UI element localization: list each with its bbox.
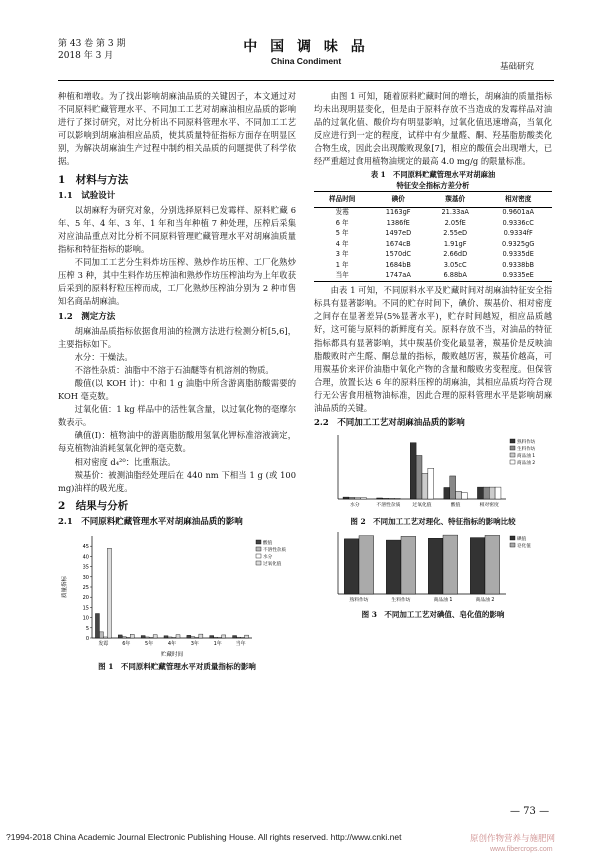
figure-1-chart xyxy=(58,530,296,658)
table-cell: 0.9335eE xyxy=(484,271,552,282)
bar xyxy=(99,632,103,638)
paragraph-method: 胡麻油品质指标依据食用油的检测方法进行检测分析[5,6]，主要指标如下。 xyxy=(58,325,296,349)
bar xyxy=(95,614,99,638)
x-tick-label: 商品油 2 xyxy=(475,598,495,604)
legend-label: 商品油 1 xyxy=(517,454,536,460)
table-cell: 0.9334fF xyxy=(503,229,533,238)
method-acid-value: 酸值(以 KOH 计)：中和 1 g 油脂中所含游离脂肪酸需要的 KOH 毫克数。 xyxy=(58,377,296,402)
legend-swatch xyxy=(510,536,515,540)
x-tick-label: 当年 xyxy=(235,641,246,647)
table-cell: 3 年 xyxy=(335,250,349,259)
table-1-caption-line1: 表 1 不同原料贮藏管理水平对胡麻油 xyxy=(370,169,496,179)
x-tick-label: 发霉 xyxy=(98,641,109,647)
x-tick-label: 商品油 1 xyxy=(433,598,453,604)
legend-label: 酸值 xyxy=(263,541,273,546)
table-cell: 0.9601aA xyxy=(502,208,534,217)
bar xyxy=(199,634,203,638)
header-rule xyxy=(58,80,554,81)
table-cell: 当年 xyxy=(314,271,370,282)
bar xyxy=(237,637,241,638)
bar xyxy=(394,499,400,500)
legend-label: 生料作坊 xyxy=(517,447,536,453)
x-tick-label: 4年 xyxy=(167,641,177,647)
x-tick-label: 不溶性杂质 xyxy=(376,503,401,509)
bar xyxy=(344,539,359,594)
table-row xyxy=(314,218,552,229)
volume-issue: 第 43 卷 第 3 期 xyxy=(58,39,126,49)
y-tick-label: 20 xyxy=(82,595,89,602)
bar xyxy=(428,538,443,594)
bar xyxy=(210,636,214,638)
legend-label: 过氧化值 xyxy=(263,562,282,567)
figure-2-chart xyxy=(314,431,552,513)
bar xyxy=(141,636,145,638)
y-tick-label: 5 xyxy=(85,625,89,632)
legend-swatch xyxy=(510,446,515,450)
bar xyxy=(428,468,434,499)
y-tick-label: 15 xyxy=(82,605,89,612)
y-axis-title: 质量指标 xyxy=(62,575,68,599)
table-cell: 发霉 xyxy=(335,208,349,217)
bar xyxy=(495,487,501,499)
watermark-cn: 原创作物营养与施肥网 xyxy=(470,833,556,843)
section-label: 基础研究 xyxy=(500,62,535,72)
legend-swatch xyxy=(510,453,515,457)
x-tick-label: 生料作坊 xyxy=(391,598,411,604)
bar xyxy=(456,492,462,500)
x-tick-label: 3年 xyxy=(190,641,199,647)
bar xyxy=(245,635,249,638)
y-tick-label: 35 xyxy=(82,564,89,571)
bar xyxy=(176,635,180,638)
bar xyxy=(443,535,458,594)
bar xyxy=(483,487,489,499)
x-tick-label: 酸值 xyxy=(450,503,461,509)
table-cell: 1674cB xyxy=(385,239,411,248)
issue-date: 2018 年 3 月 xyxy=(58,51,114,61)
bar xyxy=(444,488,450,500)
legend-label: 熟料作坊 xyxy=(517,440,536,446)
x-tick-label: 相对密度 xyxy=(479,503,499,509)
bar xyxy=(410,443,416,499)
figure-3-caption: 图 3 不同加工工艺对碘值、皂化值的影响 xyxy=(361,610,505,620)
table-header: 碘价 xyxy=(370,191,426,207)
bar xyxy=(222,635,226,638)
bar xyxy=(145,637,149,638)
table-row xyxy=(314,229,552,240)
page-number: — 73 — xyxy=(510,806,550,817)
section-1-2-heading: 1.2 测定方法 xyxy=(58,311,116,322)
y-tick-label: 40 xyxy=(82,554,89,561)
method-density: 相对密度 d₄²⁰：比重瓶法。 xyxy=(74,456,176,467)
table-cell: 0.9336cC xyxy=(502,218,534,227)
table-cell: 4 年 xyxy=(335,239,349,248)
intro-paragraph: 种植和增收。为了找出影响胡麻油品质的关键因子，本文通过对不同原料贮藏管理水平、不同加工工艺对胡麻油相应品质的影响进行了探讨研究，对比分析出不同原料管理水平、不同加工工艺可以影响到胡麻油相应品质，使其质量特征指标方面存在明显区别，为解决胡麻油生产过程中制约相关品质的问题提供了科学依据。 xyxy=(58,91,296,167)
bar xyxy=(214,637,218,638)
table-header: 相对密度 xyxy=(484,191,552,207)
figure-1-caption: 图 1 不同原料贮藏管理水平对质量指标的影响 xyxy=(98,662,256,671)
bar xyxy=(461,493,467,499)
section-2-1-heading: 2.1 不同原料贮藏管理水平对胡麻油品质的影响 xyxy=(58,516,243,527)
bar xyxy=(107,548,111,638)
legend-swatch xyxy=(256,561,261,565)
bar xyxy=(118,635,122,638)
bar xyxy=(470,538,485,594)
x-tick-label: 6年 xyxy=(122,641,131,647)
bar xyxy=(359,536,374,594)
table-cell: 1.91gF xyxy=(443,239,467,248)
bar xyxy=(361,498,367,499)
method-impurity: 不溶性杂质：油脂中不溶于石油醚等有机溶剂的物质。 xyxy=(74,364,274,375)
bar xyxy=(349,498,355,500)
table-cell: 1684bB xyxy=(385,260,411,269)
method-iodine: 碘值(I)：植物油中的游离脂肪酸用氢氧化钾标准溶液滴定，每克植物油消耗氢氧化钾的毫克数。 xyxy=(58,430,296,454)
table-row xyxy=(314,260,552,271)
paragraph-fig1-analysis: 由图 1 可知，随着原料贮藏时间的增长，胡麻油的质量指标均未出现明显变化，但是由于原料存放不当造成的发霉样品对油品的过氧化值、酸价均有明显影响，过氧化值迅速增高，当氧化反应进行到一定的程度，试样中有少量醛、酮、羟基脂肪酸类化合物生成，因此会出现酸败现象[7]，相应的酸值会出现增大，已经严重超过食用植物油规定的最高 4.0 mg/g 的限量标准。 xyxy=(314,91,552,167)
legend-label: 商品油 2 xyxy=(517,461,536,467)
bar xyxy=(355,498,361,499)
figure-3-chart xyxy=(314,528,552,606)
table-cell: 0.9338bB xyxy=(502,260,535,269)
bar xyxy=(343,497,349,499)
table-cell: 3.05cC xyxy=(443,260,467,269)
bar xyxy=(485,536,500,595)
table-cell: 1497eD xyxy=(385,229,412,238)
section-1-1-heading: 1.1 试验设计 xyxy=(58,190,116,201)
table-cell: 1570dC xyxy=(385,250,411,259)
legend-label: 不溶性杂质 xyxy=(263,548,286,553)
bar xyxy=(122,637,126,638)
table-cell: 2.66dD xyxy=(443,250,468,259)
paragraph-design-b: 不同加工工艺分生料炸坊压榨、熟炒作坊压榨、工厂化熟炒压榨 3 种，其中生料作坊压榨油和熟炒作坊压榨油均为上年收获后采到的原料籽粒压榨而成，工厂化熟炒压榨油分别为 2 种市售知名商品胡麻油。 xyxy=(58,257,296,307)
section-1-heading: 1 材料与方法 xyxy=(58,173,129,186)
x-tick-label: 1年 xyxy=(213,641,222,647)
y-tick-label: 45 xyxy=(82,544,89,551)
table-cell: 21.33aA xyxy=(441,208,469,217)
bar xyxy=(377,498,383,499)
legend-swatch xyxy=(256,540,261,544)
method-moisture: 水分：干燥法。 xyxy=(74,351,133,362)
table-header: 羰基价 xyxy=(426,191,484,207)
table-cell: 6 年 xyxy=(335,218,349,227)
bar xyxy=(130,634,134,638)
y-tick-label: 30 xyxy=(82,574,89,581)
bar xyxy=(153,635,157,638)
legend-swatch xyxy=(510,460,515,464)
paragraph-design-a: 以胡麻籽为研究对象，分别选择原料已发霉样、原料贮藏 6 年、5 年、4 年、3 年、1 年和当年种植 7 种处理，压榨后采集对应油品重点对比分析不同原料管理贮藏管理水平对胡麻油质量指标和特征指标的影响。 xyxy=(58,204,296,255)
bar xyxy=(401,537,416,595)
bar xyxy=(450,476,456,499)
method-peroxide: 过氧化值：1 kg 样品中的活性氧含量，以过氧化物的毫摩尔数表示。 xyxy=(58,404,296,428)
bar xyxy=(233,636,237,638)
section-2-heading: 2 结果与分析 xyxy=(58,499,129,512)
table-cell: 2.05fE xyxy=(444,218,466,227)
journal-title-cn: 中 国 调 味 品 xyxy=(243,39,369,55)
watermark-url: www.fibercrops.com xyxy=(490,846,553,853)
table-cell: 1386fE xyxy=(386,218,410,227)
table-header: 样品时间 xyxy=(314,191,370,207)
bar xyxy=(168,637,172,638)
copyright-footer: ?1994-2018 China Academic Journal Electronic Publishing House. All rights reserved. http://www.cnki.net xyxy=(6,832,402,842)
table-1 xyxy=(314,191,552,283)
legend-label: 皂化值 xyxy=(517,544,531,550)
x-tick-label: 过氧化值 xyxy=(412,503,432,509)
table-cell: 5 年 xyxy=(335,229,349,238)
journal-title-en: China Condiment xyxy=(270,56,342,66)
bar xyxy=(477,487,483,499)
bar xyxy=(383,498,389,499)
bar xyxy=(388,499,394,500)
y-tick-label: 0 xyxy=(85,636,89,642)
table-cell: 1747aA xyxy=(370,271,426,282)
x-axis-title: 贮藏时间 xyxy=(160,652,184,658)
x-tick-label: 水分 xyxy=(349,503,360,509)
y-tick-label: 25 xyxy=(82,585,89,591)
table-cell: 6.88bA xyxy=(426,271,484,282)
table-row xyxy=(314,250,552,261)
legend-swatch xyxy=(510,439,515,443)
x-tick-label: 熟料作坊 xyxy=(349,598,369,604)
table-row xyxy=(314,271,552,282)
bar xyxy=(164,636,168,638)
figure-2-caption: 图 2 不同加工工艺对理化、特征指标的影响比较 xyxy=(350,517,516,527)
table-cell: 2.55eD xyxy=(443,229,468,238)
table-cell: 1 年 xyxy=(335,260,349,269)
bar xyxy=(386,540,401,594)
y-tick-label: 10 xyxy=(82,615,89,622)
table-cell: 0.9325gG xyxy=(502,239,535,248)
method-carbonyl: 羰基价：被测油脂经处理后在 440 nm 下相当 1 g (或 100 mg)油样的吸光度。 xyxy=(58,469,296,493)
table-1-caption-line2: 特征安全指标方差分析 xyxy=(396,180,470,190)
legend-swatch xyxy=(256,554,261,558)
section-2-2-heading: 2.2 不同加工工艺对胡麻油品质的影响 xyxy=(314,418,465,429)
right-column xyxy=(314,90,552,621)
bar xyxy=(416,456,422,500)
paragraph-table1-analysis: 由表 1 可知，不同原料水平及贮藏时间对胡麻油特征安全指标具有显著影响。不同的贮存时间下，碘价、羰基价、相对密度之间存在显著差异(5%显著水平)，贮存时间越短，相应品质越好，这可能与原料的新鲜度有关。原料存放不当，对油品的特征指标都具有显著影响，其中羰基价变化最显著，羰基价是反映油脂酸败时产生醛、酮总量的指标，酸败越厉害，羰基价越高，可用羰基价来评价油脂中氧化产物的含量和酸败劣变程度。但保管合理，放置长达 6 年的原料压榨的胡麻油，其相应品质均符合现行无公害食用植物油标准，因此合理的原料管理水平是影响胡麻油品质的关键。 xyxy=(314,285,552,413)
bar xyxy=(489,487,495,499)
bar xyxy=(103,637,107,638)
legend-swatch xyxy=(256,547,261,551)
legend-swatch xyxy=(510,543,515,547)
bar xyxy=(191,637,195,638)
table-row xyxy=(314,207,552,218)
x-tick-label: 5年 xyxy=(145,641,154,647)
bar xyxy=(187,635,191,638)
table-row xyxy=(314,239,552,250)
left-column xyxy=(58,90,296,673)
bar xyxy=(422,474,428,500)
legend-label: 水分 xyxy=(263,555,273,560)
legend-label: 碘值 xyxy=(517,537,527,543)
table-cell: 1163gF xyxy=(385,208,411,217)
table-cell: 0.9335dE xyxy=(502,250,534,259)
